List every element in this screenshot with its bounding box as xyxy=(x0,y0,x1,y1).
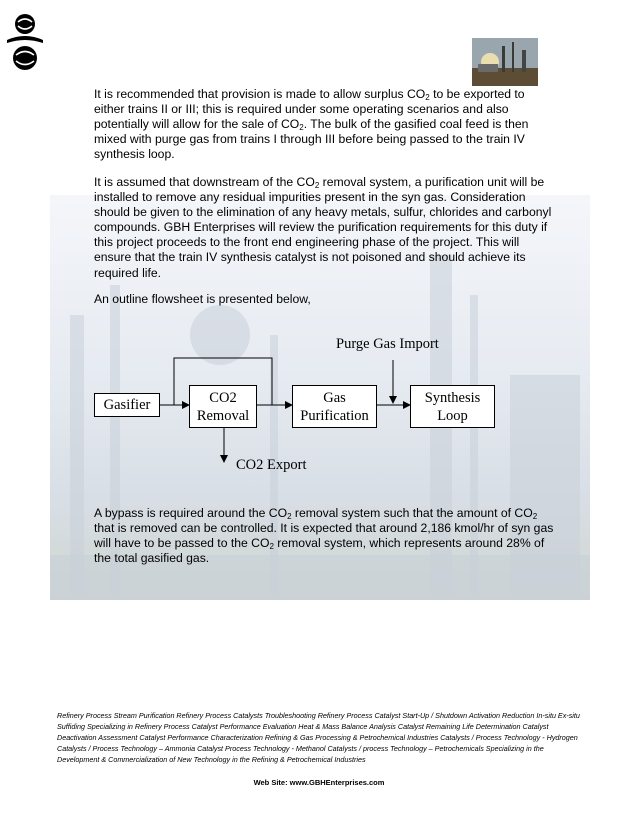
gas-purification-box xyxy=(292,385,377,428)
paragraph-flowsheet-intro: An outline flowsheet is presented below, xyxy=(94,292,311,306)
synthesis-loop-label-line1: Synthesis xyxy=(424,389,481,406)
gasifier-label: Gasifier xyxy=(103,397,151,413)
paragraph-bypass: A bypass is required around the $CO_2$ removal system such that the amount of $CO_2$ that is removed can be controlled. It is expected that around 2,186 kmol/hr of syn gas will have to be passed to the $CO_2$ removal system, which represents around 28% of the total gasified gas. xyxy=(94,506,554,566)
footer-keywords: Refinery Process Stream Purification Refinery Process Catalysts Troubleshooting Refinery Process Catalyst Start-Up / Shutdown Activation Reduction In-situ Ex-situ Suffiding Specializing in Refinery Process Catalyst Performance Evaluation Heat & Mass Balance Analysis Catalyst Remaining Life Determination Catalyst Deactivation Assessment Catalyst Performance Characterization Refining & Gas Processing & Petrochemical Industries Catalysts / Process Technology - Hydrogen Catalysts / Process Technology – Ammonia Catalyst Process Technology - Methanol Catalysts / process Technology – Petrochemicals Specializing in the Development & Commercialization of New Technology in the Refining & Petrochemical Industries xyxy=(57,711,580,764)
paragraph-co2-export: It is recommended that provision is made to allow surplus $CO_2$ to be exported to either trains II or III; this is required under some operating scenarios and also potentially will allow for the sale of $CO_2$. The bulk of the gasified coal feed is then mixed with purge gas from trains I through III before being passed to the train IV synthesis loop. xyxy=(94,87,529,162)
gasifier-box xyxy=(94,393,160,417)
synthesis-loop-box xyxy=(410,385,495,428)
synthesis-loop-label-line2: Loop xyxy=(437,407,468,424)
co2-removal-label-line1: CO2 xyxy=(209,389,237,406)
gas-purification-label-line1: Gas xyxy=(323,389,346,406)
co2-export-label: CO2 Export xyxy=(236,457,307,473)
gas-purification-label-line2: Purification xyxy=(300,407,369,424)
co2-removal-label-line2: Removal xyxy=(196,407,250,424)
footer-website[interactable]: Web Site: www.GBHEnterprises.com xyxy=(253,778,385,787)
purge-gas-import-label: Purge Gas Import xyxy=(336,336,439,352)
co2-removal-box xyxy=(189,385,257,428)
paragraph-purification: It is assumed that downstream of the $CO_2$ removal system, a purification unit will be installed to remove any residual impurities present in the syn gas. Consideration should be given to the elimination of any heavy metals, sulfur, chlorides and carbonyl compounds. GBH Enterprises will review the purification requirements for this duty if this project proceeds to the front end engineering phase of the project. This will ensure that the train IV synthesis catalyst is not poisoned and should achieve its required life. xyxy=(94,175,552,280)
